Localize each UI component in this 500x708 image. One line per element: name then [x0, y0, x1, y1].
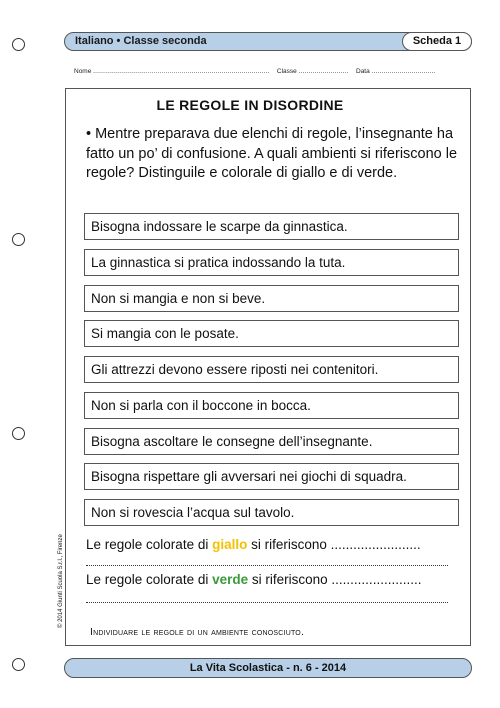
rule-box-3[interactable]: Non si mangia e non si beve.	[84, 285, 459, 312]
binder-hole-2	[12, 233, 25, 246]
binder-hole-1	[12, 38, 25, 51]
binder-hole-3	[12, 427, 25, 440]
classe-field[interactable]: .........................	[298, 68, 349, 75]
classe-label: Classe	[276, 68, 297, 75]
scheda-label: Scheda 1	[402, 32, 472, 51]
learning-objective: Individuare le regole di un ambiente conosciuto.	[90, 626, 305, 638]
copyright-notice: © 2014 Giunti Scuola S.r.l., Firenze	[58, 534, 64, 628]
exercise-instruction: • Mentre preparava due elenchi di regole, l’insegnante ha fatto un po’ di confusione. A quali ambienti si riferiscono le regole? Distinguile e colorale di giallo e di verde.	[86, 126, 458, 181]
nome-label: Nome	[74, 68, 92, 75]
answer-prefix-green: Le regole colorate di	[86, 572, 209, 587]
rule-box-8[interactable]: Bisogna rispettare gli avversari nei giochi di squadra.	[84, 463, 459, 490]
answer-continuation-yellow[interactable]	[86, 565, 448, 566]
header-bar	[64, 32, 472, 51]
data-label: Data	[356, 68, 370, 75]
rule-box-2[interactable]: La ginnastica si pratica indossando la tuta.	[84, 249, 459, 276]
answer-prefix-yellow: Le regole colorate di	[86, 537, 209, 552]
nome-field[interactable]: ........................................................................................	[93, 68, 270, 75]
keyword-giallo: giallo	[212, 537, 248, 552]
rule-box-7[interactable]: Bisogna ascoltare le consegne dell’insegnante.	[84, 428, 459, 455]
footer-bar: La Vita Scolastica - n. 6 - 2014	[64, 658, 472, 678]
data-field[interactable]: ................................	[371, 68, 436, 75]
answer-continuation-green[interactable]	[86, 602, 448, 603]
rule-box-9[interactable]: Non si rovescia l’acqua sul tavolo.	[84, 499, 459, 526]
answer-suffix-yellow[interactable]: si riferiscono ........................	[251, 537, 421, 552]
answer-suffix-green[interactable]: si riferiscono ........................	[251, 572, 422, 587]
binder-hole-4	[12, 658, 25, 671]
rule-box-5[interactable]: Gli attrezzi devono essere riposti nei contenitori.	[84, 356, 459, 383]
exercise-title: LE REGOLE IN DISORDINE	[156, 97, 344, 113]
rule-box-6[interactable]: Non si parla con il boccone in bocca.	[84, 392, 459, 419]
rule-box-4[interactable]: Si mangia con le posate.	[84, 320, 459, 347]
header-title: Italiano • Classe seconda	[75, 35, 207, 47]
answer-line-yellow	[86, 537, 421, 552]
answer-line-green	[86, 572, 421, 587]
rule-box-1[interactable]: Bisogna indossare le scarpe da ginnastica.	[84, 213, 459, 240]
keyword-verde: verde	[212, 572, 249, 587]
student-info-line	[74, 68, 436, 75]
